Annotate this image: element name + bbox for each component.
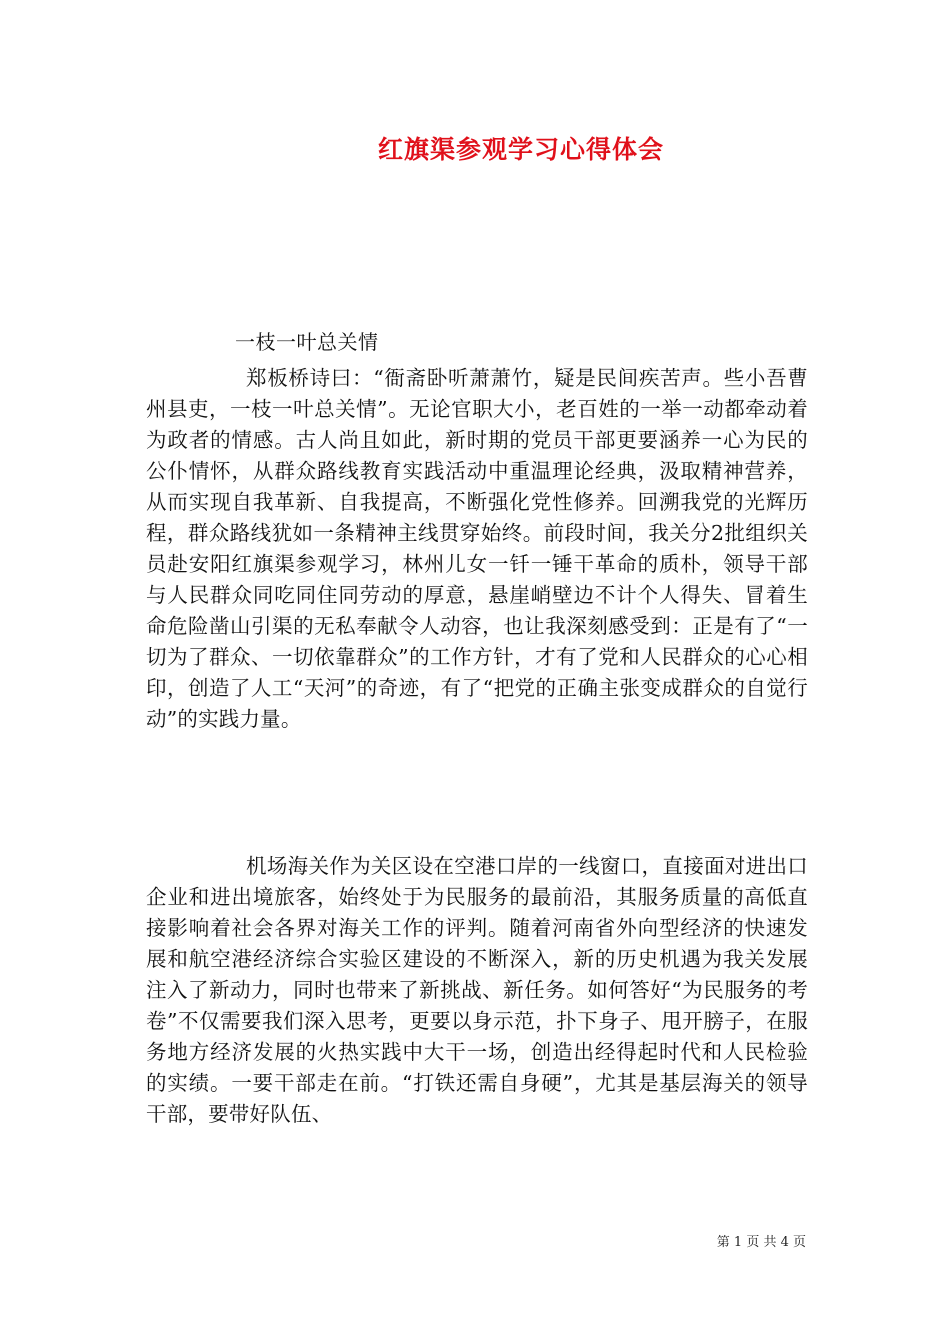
body-paragraph-2: 机场海关作为关区设在空港口岸的一线窗口，直接面对进出口企业和进出境旅客，始终处于为民服务的最前沿，其服务质量的高低直接影响着社会各界对海关工作的评判。随着河南省外向型经济的快速发展和航空港经济综合实验区建设的不断深入，新的历史机遇为我关发展注入了新动力，同时也带来了新挑战、新任务。如何答好“为民服务的考卷”不仅需要我们深入思考，更要以身示范，扑下身子、甩开膀子，在服务地方经济发展的火热实践中大干一场，创造出经得起时代和人民检验的实绩。一要干部走在前。“打铁还需自身硬”，尤其是基层海关的领导干部，要带好队伍、	[146, 854, 808, 1126]
body-paragraph-1: 郑板桥诗曰：“衙斋卧听萧萧竹，疑是民间疾苦声。些小吾曹州县吏，一枝一叶总关情”。无论官职大小，老百姓的一举一动都牵动着为政者的情感。古人尚且如此，新时期的党员干部更要涵养一心为民的公仆情怀，从群众路线教育实践活动中重温理论经典，汲取精神营养，从而实现自我革新、自我提高，不断强化党性修养。回溯我党的光辉历程，群众路线犹如一条精神主线贯穿始终。前段时间，我关分2批组织关员赴安阳红旗渠参观学习，林州儿女一钎一锤干革命的质朴，领导干部与人民群众同吃同住同劳动的厚意，悬崖峭壁边不计个人得失、冒着生命危险凿山引渠的无私奉献令人动容，也让我深刻感受到：正是有了“一切为了群众、一切依靠群众”的工作方针，才有了党和人民群众的心心相印，创造了人工“天河”的奇迹，有了“把党的正确主张变成群众的自觉行动”的实践力量。	[146, 366, 808, 731]
section-subheading: 一枝一叶总关情	[235, 330, 379, 354]
document-title: 红旗渠参观学习心得体会	[377, 135, 664, 164]
page-footer: 第 1 页 共 4 页	[716, 1235, 806, 1250]
